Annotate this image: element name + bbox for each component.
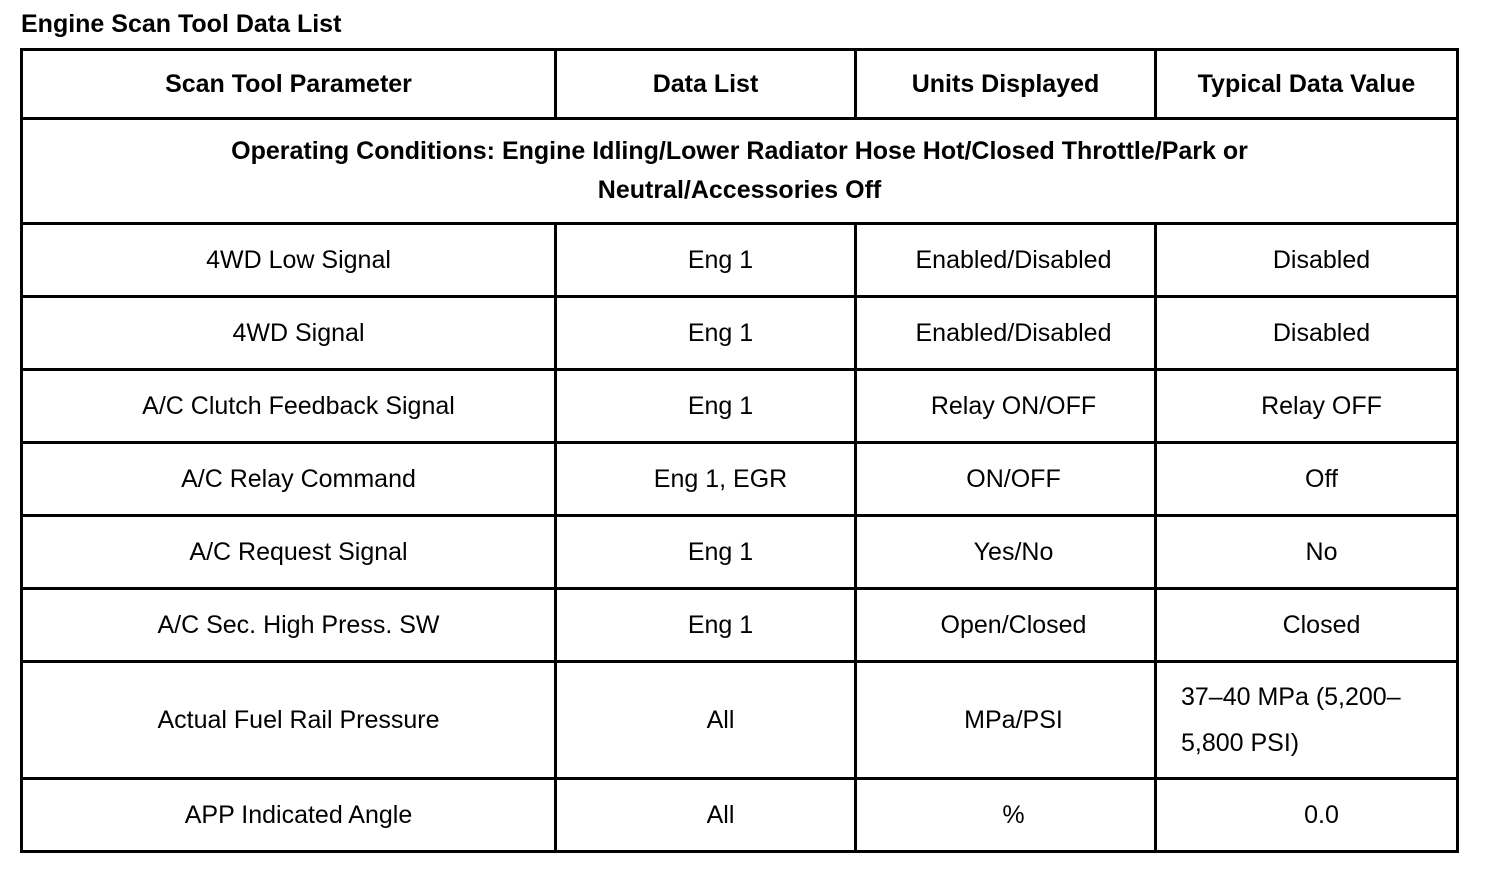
table-row: [22, 297, 1458, 370]
header-typical-data-value: Typical Data Value: [1156, 50, 1458, 119]
table-row: [22, 516, 1458, 589]
table-row: [22, 224, 1458, 297]
data-list-cell: Eng 1: [556, 224, 856, 297]
units-cell: Open/Closed: [856, 589, 1156, 662]
parameter-cell: A/C Relay Command: [22, 443, 556, 516]
header-units-displayed: Units Displayed: [856, 50, 1156, 119]
value-cell: Off: [1156, 443, 1458, 516]
value-cell: Relay OFF: [1156, 370, 1458, 443]
table-row: [22, 443, 1458, 516]
value-cell: No: [1156, 516, 1458, 589]
table-row: [22, 662, 1458, 779]
units-cell: Enabled/Disabled: [856, 224, 1156, 297]
parameter-cell: A/C Clutch Feedback Signal: [22, 370, 556, 443]
value-cell: Disabled: [1156, 224, 1458, 297]
operating-conditions-row: [22, 119, 1458, 224]
data-list-cell: All: [556, 662, 856, 779]
parameter-cell: 4WD Low Signal: [22, 224, 556, 297]
value-cell: 0.0: [1156, 779, 1458, 852]
scan-tool-data-table: [20, 48, 1459, 853]
value-cell: Closed: [1156, 589, 1458, 662]
units-cell: MPa/PSI: [856, 662, 1156, 779]
parameter-cell: APP Indicated Angle: [22, 779, 556, 852]
parameter-cell: A/C Request Signal: [22, 516, 556, 589]
table-row: [22, 589, 1458, 662]
value-cell: 37–40 MPa (5,200–5,800 PSI): [1156, 662, 1458, 779]
units-cell: Enabled/Disabled: [856, 297, 1156, 370]
data-list-cell: Eng 1: [556, 297, 856, 370]
data-list-cell: Eng 1, EGR: [556, 443, 856, 516]
parameter-cell: 4WD Signal: [22, 297, 556, 370]
units-cell: Relay ON/OFF: [856, 370, 1156, 443]
header-data-list: Data List: [556, 50, 856, 119]
header-row: [22, 50, 1458, 119]
operating-conditions: Operating Conditions: Engine Idling/Lower Radiator Hose Hot/Closed Throttle/Park or Neutral/Accessories Off: [22, 119, 1458, 224]
units-cell: Yes/No: [856, 516, 1156, 589]
data-list-cell: All: [556, 779, 856, 852]
header-scan-tool-parameter: Scan Tool Parameter: [22, 50, 556, 119]
table-row: [22, 779, 1458, 852]
units-cell: %: [856, 779, 1156, 852]
parameter-cell: Actual Fuel Rail Pressure: [22, 662, 556, 779]
document-title: Engine Scan Tool Data List: [21, 10, 342, 38]
table-row: [22, 370, 1458, 443]
data-list-cell: Eng 1: [556, 516, 856, 589]
data-list-cell: Eng 1: [556, 370, 856, 443]
parameter-cell: A/C Sec. High Press. SW: [22, 589, 556, 662]
units-cell: ON/OFF: [856, 443, 1156, 516]
data-list-cell: Eng 1: [556, 589, 856, 662]
value-cell: Disabled: [1156, 297, 1458, 370]
